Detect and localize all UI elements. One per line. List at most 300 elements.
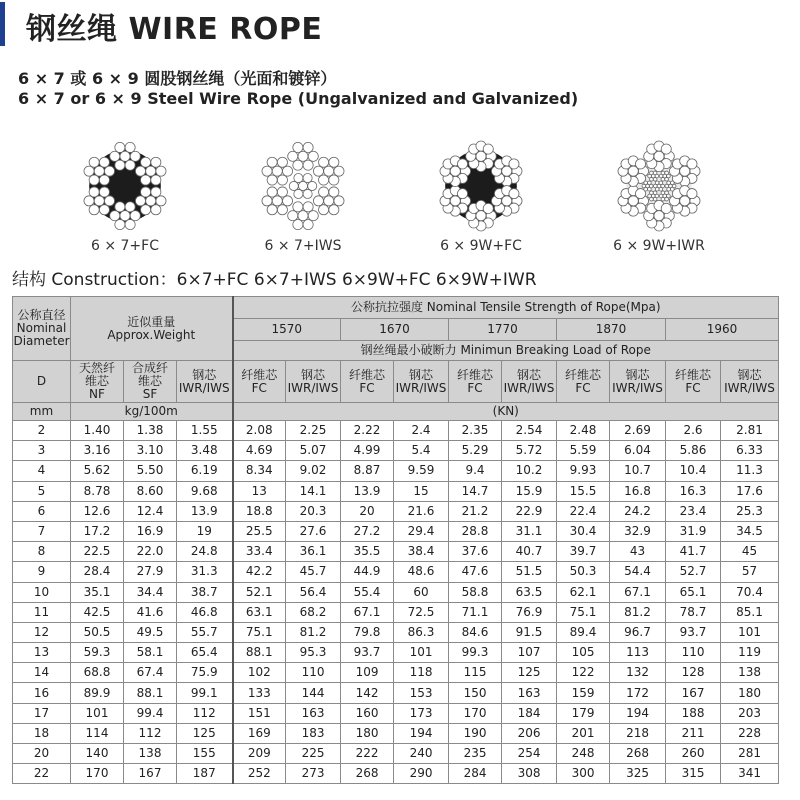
value-cell: 170: [449, 703, 502, 723]
value-cell: 101: [71, 703, 124, 723]
value-cell: 49.5: [124, 622, 177, 642]
value-cell: 21.2: [449, 501, 502, 521]
value-cell: 5.72: [502, 441, 557, 461]
value-cell: 29.4: [394, 521, 449, 541]
value-cell: 133: [233, 683, 286, 703]
header-steel-core-cn: 钢芯: [625, 367, 650, 382]
header-fc: [233, 361, 286, 403]
header-d: D: [13, 361, 71, 403]
header-steel: [394, 361, 449, 403]
value-cell: 22.9: [502, 501, 557, 521]
header-fc-cn: 纤维芯: [349, 367, 386, 382]
figure-label: 6 × 9W+IWR: [613, 238, 705, 254]
value-cell: 96.7: [610, 622, 666, 642]
value-cell: 13: [233, 481, 286, 501]
value-cell: 105: [557, 643, 610, 663]
value-cell: 38.4: [394, 542, 449, 562]
header-fc-cn: 纤维芯: [241, 367, 278, 382]
value-cell: 58.8: [449, 582, 502, 602]
diameter-cell: 11: [13, 602, 71, 622]
value-cell: 42.5: [71, 602, 124, 622]
value-cell: 180: [721, 683, 779, 703]
value-cell: 180: [341, 723, 394, 743]
value-cell: 138: [124, 744, 177, 764]
spec-table-body: [13, 421, 779, 784]
header-fc-cn: 纤维芯: [675, 367, 712, 382]
value-cell: 183: [286, 723, 341, 743]
table-row: [13, 501, 779, 521]
value-cell: 4.99: [341, 441, 394, 461]
value-cell: 75.9: [177, 663, 233, 683]
header-steel: [502, 361, 557, 403]
header-breaking-load: 钢丝绳最小破断力 Minimun Breaking Load of Rope: [233, 341, 779, 361]
value-cell: 188: [666, 703, 721, 723]
value-cell: 50.3: [557, 562, 610, 582]
value-cell: 6.19: [177, 461, 233, 481]
header-fc-cn: 纤维芯: [457, 367, 494, 382]
value-cell: 14.1: [286, 481, 341, 501]
value-cell: 201: [557, 723, 610, 743]
header-fc-en: FC: [251, 380, 267, 395]
value-cell: 35.1: [71, 582, 124, 602]
value-cell: 65.1: [666, 582, 721, 602]
value-cell: 12.6: [71, 501, 124, 521]
value-cell: 2.22: [341, 421, 394, 441]
table-row: [13, 421, 779, 441]
value-cell: 36.1: [286, 542, 341, 562]
subtitle-english: 6 × 7 or 6 × 9 Steel Wire Rope (Ungalvanized and Galvanized): [18, 89, 579, 108]
value-cell: 138: [721, 663, 779, 683]
value-cell: 68.8: [71, 663, 124, 683]
value-cell: 19: [177, 521, 233, 541]
value-cell: 37.6: [449, 542, 502, 562]
cross-section-figures: [60, 138, 740, 258]
header-sf-en: SF: [142, 387, 158, 401]
value-cell: 290: [394, 764, 449, 784]
header-tensile-strength: 公称抗拉强度 Nominal Tensile Strength of Rope(Mpa): [233, 297, 779, 319]
value-cell: 235: [449, 744, 502, 764]
table-row: [13, 723, 779, 743]
value-cell: 8.60: [124, 481, 177, 501]
diameter-cell: 16: [13, 683, 71, 703]
value-cell: 40.7: [502, 542, 557, 562]
value-cell: 115: [449, 663, 502, 683]
value-cell: 22.4: [557, 501, 610, 521]
diameter-cell: 10: [13, 582, 71, 602]
value-cell: 300: [557, 764, 610, 784]
value-cell: 25.5: [233, 521, 286, 541]
value-cell: 268: [610, 744, 666, 764]
value-cell: 203: [721, 703, 779, 723]
header-steel-core-cn: 钢芯: [301, 367, 326, 382]
value-cell: 5.62: [71, 461, 124, 481]
value-cell: 125: [177, 723, 233, 743]
diameter-cell: 4: [13, 461, 71, 481]
value-cell: 144: [286, 683, 341, 703]
value-cell: 18.8: [233, 501, 286, 521]
value-cell: 99.3: [449, 643, 502, 663]
value-cell: 16.3: [666, 481, 721, 501]
value-cell: 2.4: [394, 421, 449, 441]
diameter-cell: 5: [13, 481, 71, 501]
value-cell: 194: [610, 703, 666, 723]
value-cell: 190: [449, 723, 502, 743]
value-cell: 194: [394, 723, 449, 743]
value-cell: 1.40: [71, 421, 124, 441]
value-cell: 33.4: [233, 542, 286, 562]
value-cell: 211: [666, 723, 721, 743]
header-weight-steel: [177, 361, 233, 403]
value-cell: 6.33: [721, 441, 779, 461]
value-cell: 23.4: [666, 501, 721, 521]
value-cell: 167: [124, 764, 177, 784]
table-row: [13, 461, 779, 481]
value-cell: 46.8: [177, 602, 233, 622]
value-cell: 41.6: [124, 602, 177, 622]
figure-label: 6 × 7+FC: [90, 238, 159, 254]
header-sf-cn: 合成纤维芯: [132, 361, 169, 388]
header-steel-core-cn: 钢芯: [737, 367, 762, 382]
value-cell: 35.5: [341, 542, 394, 562]
value-cell: 1.38: [124, 421, 177, 441]
value-cell: 102: [233, 663, 286, 683]
rope-cross-section-icon: [255, 138, 351, 234]
value-cell: 31.1: [502, 521, 557, 541]
value-cell: 325: [610, 764, 666, 784]
value-cell: 14.7: [449, 481, 502, 501]
table-row: [13, 683, 779, 703]
header-steel-cn: 钢芯: [192, 367, 217, 382]
value-cell: 75.1: [557, 602, 610, 622]
header-steel-core-en: IWR/IWS: [395, 380, 447, 395]
value-cell: 24.8: [177, 542, 233, 562]
grade-1670: 1670: [341, 319, 449, 341]
header-steel-core-en: IWR/IWS: [612, 380, 663, 395]
table-row: [13, 542, 779, 562]
value-cell: 20: [341, 501, 394, 521]
value-cell: 254: [502, 744, 557, 764]
spec-table: [12, 296, 779, 784]
value-cell: 16.9: [124, 521, 177, 541]
value-cell: 65.4: [177, 643, 233, 663]
value-cell: 31.3: [177, 562, 233, 582]
value-cell: 151: [233, 703, 286, 723]
value-cell: 31.9: [666, 521, 721, 541]
value-cell: 142: [341, 683, 394, 703]
header-nf-cn: 天然纤维芯: [79, 361, 116, 388]
table-row: [13, 521, 779, 541]
value-cell: 281: [721, 744, 779, 764]
value-cell: 153: [394, 683, 449, 703]
value-cell: 63.5: [502, 582, 557, 602]
value-cell: 39.7: [557, 542, 610, 562]
value-cell: 9.59: [394, 461, 449, 481]
value-cell: 34.5: [721, 521, 779, 541]
value-cell: 27.9: [124, 562, 177, 582]
value-cell: 22.5: [71, 542, 124, 562]
value-cell: 32.9: [610, 521, 666, 541]
value-cell: 5.07: [286, 441, 341, 461]
value-cell: 10.4: [666, 461, 721, 481]
table-row: [13, 703, 779, 723]
header-weight: [71, 297, 233, 361]
header-fc-en: FC: [359, 380, 375, 395]
value-cell: 6.04: [610, 441, 666, 461]
diameter-cell: 3: [13, 441, 71, 461]
value-cell: 209: [233, 744, 286, 764]
value-cell: 228: [721, 723, 779, 743]
value-cell: 218: [610, 723, 666, 743]
value-cell: 13.9: [341, 481, 394, 501]
value-cell: 260: [666, 744, 721, 764]
rope-cross-section-icon: [77, 138, 173, 234]
value-cell: 8.34: [233, 461, 286, 481]
value-cell: 17.2: [71, 521, 124, 541]
diameter-cell: 18: [13, 723, 71, 743]
value-cell: 155: [177, 744, 233, 764]
value-cell: 119: [721, 643, 779, 663]
unit-weight: kg/100m: [71, 403, 233, 421]
value-cell: 67.1: [610, 582, 666, 602]
value-cell: 28.8: [449, 521, 502, 541]
value-cell: 128: [666, 663, 721, 683]
value-cell: 89.4: [557, 622, 610, 642]
unit-kn: (KN): [233, 403, 779, 421]
value-cell: 184: [502, 703, 557, 723]
value-cell: 284: [449, 764, 502, 784]
value-cell: 110: [666, 643, 721, 663]
value-cell: 150: [449, 683, 502, 703]
value-cell: 43: [610, 542, 666, 562]
value-cell: 38.7: [177, 582, 233, 602]
table-row: [13, 602, 779, 622]
figure-label: 6 × 9W+FC: [440, 238, 522, 254]
header-steel-core-cn: 钢芯: [409, 367, 434, 382]
value-cell: 44.9: [341, 562, 394, 582]
subtitle-chinese: 6 × 7 或 6 × 9 圆股钢丝绳（光面和镀锌）: [18, 69, 337, 88]
value-cell: 3.16: [71, 441, 124, 461]
value-cell: 101: [721, 622, 779, 642]
grade-1870: 1870: [557, 319, 666, 341]
value-cell: 170: [71, 764, 124, 784]
table-row: [13, 663, 779, 683]
value-cell: 67.1: [341, 602, 394, 622]
value-cell: 2.35: [449, 421, 502, 441]
value-cell: 15: [394, 481, 449, 501]
header-steel-core-en: IWR/IWS: [287, 380, 339, 395]
value-cell: 60: [394, 582, 449, 602]
title-bar: [0, 0, 800, 50]
diameter-cell: 22: [13, 764, 71, 784]
value-cell: 41.7: [666, 542, 721, 562]
header-fc: [341, 361, 394, 403]
value-cell: 2.54: [502, 421, 557, 441]
value-cell: 45.7: [286, 562, 341, 582]
value-cell: 21.6: [394, 501, 449, 521]
diameter-cell: 20: [13, 744, 71, 764]
diameter-cell: 6: [13, 501, 71, 521]
grade-1960: 1960: [666, 319, 779, 341]
value-cell: 89.9: [71, 683, 124, 703]
value-cell: 187: [177, 764, 233, 784]
value-cell: 2.08: [233, 421, 286, 441]
value-cell: 107: [502, 643, 557, 663]
value-cell: 172: [610, 683, 666, 703]
header-fc-cn: 纤维芯: [565, 367, 602, 382]
value-cell: 20.3: [286, 501, 341, 521]
value-cell: 8.87: [341, 461, 394, 481]
value-cell: 16.8: [610, 481, 666, 501]
value-cell: 22.0: [124, 542, 177, 562]
value-cell: 240: [394, 744, 449, 764]
diameter-cell: 13: [13, 643, 71, 663]
value-cell: 62.1: [557, 582, 610, 602]
header-nf-en: NF: [89, 387, 105, 401]
diameter-cell: 12: [13, 622, 71, 642]
value-cell: 2.69: [610, 421, 666, 441]
value-cell: 2.25: [286, 421, 341, 441]
header-diameter: [13, 297, 71, 361]
value-cell: 71.1: [449, 602, 502, 622]
rope-cross-section-icon: [611, 138, 707, 234]
value-cell: 11.3: [721, 461, 779, 481]
header-diameter-en1: Nominal: [16, 321, 67, 335]
header-fc: [449, 361, 502, 403]
value-cell: 9.02: [286, 461, 341, 481]
table-row: [13, 744, 779, 764]
value-cell: 160: [341, 703, 394, 723]
value-cell: 3.48: [177, 441, 233, 461]
table-row: [13, 622, 779, 642]
value-cell: 273: [286, 764, 341, 784]
value-cell: 206: [502, 723, 557, 743]
value-cell: 2.48: [557, 421, 610, 441]
value-cell: 125: [502, 663, 557, 683]
value-cell: 58.1: [124, 643, 177, 663]
value-cell: 222: [341, 744, 394, 764]
header-weight-nf: [71, 361, 124, 403]
value-cell: 75.1: [233, 622, 286, 642]
value-cell: 57: [721, 562, 779, 582]
unit-mm: mm: [13, 403, 71, 421]
value-cell: 79.8: [341, 622, 394, 642]
value-cell: 91.5: [502, 622, 557, 642]
value-cell: 118: [394, 663, 449, 683]
diameter-cell: 17: [13, 703, 71, 723]
value-cell: 67.4: [124, 663, 177, 683]
value-cell: 56.4: [286, 582, 341, 602]
value-cell: 30.4: [557, 521, 610, 541]
value-cell: 59.3: [71, 643, 124, 663]
value-cell: 2.81: [721, 421, 779, 441]
figure-label: 6 × 7+IWS: [264, 238, 342, 254]
value-cell: 5.59: [557, 441, 610, 461]
value-cell: 163: [286, 703, 341, 723]
header-steel-en: IWR/IWS: [178, 380, 230, 395]
value-cell: 132: [610, 663, 666, 683]
value-cell: 225: [286, 744, 341, 764]
value-cell: 9.4: [449, 461, 502, 481]
value-cell: 25.3: [721, 501, 779, 521]
header-steel-core-cn: 钢芯: [517, 367, 542, 382]
value-cell: 88.1: [233, 643, 286, 663]
header-weight-cn: 近似重量: [127, 314, 176, 329]
header-fc: [557, 361, 610, 403]
value-cell: 3.10: [124, 441, 177, 461]
diameter-cell: 9: [13, 562, 71, 582]
header-fc: [666, 361, 721, 403]
table-row: [13, 481, 779, 501]
value-cell: 15.9: [502, 481, 557, 501]
value-cell: 42.2: [233, 562, 286, 582]
value-cell: 12.4: [124, 501, 177, 521]
diameter-cell: 14: [13, 663, 71, 683]
figure-6x7-fc: [60, 138, 190, 254]
value-cell: 169: [233, 723, 286, 743]
value-cell: 55.7: [177, 622, 233, 642]
value-cell: 10.7: [610, 461, 666, 481]
value-cell: 76.9: [502, 602, 557, 622]
value-cell: 1.55: [177, 421, 233, 441]
value-cell: 341: [721, 764, 779, 784]
header-fc-en: FC: [685, 380, 701, 395]
value-cell: 9.68: [177, 481, 233, 501]
value-cell: 24.2: [610, 501, 666, 521]
header-steel-core-en: IWR/IWS: [503, 380, 555, 395]
header-steel: [286, 361, 341, 403]
value-cell: 5.86: [666, 441, 721, 461]
table-row: [13, 764, 779, 784]
header-diameter-en2: Diameter: [13, 334, 70, 348]
header-weight-sf: [124, 361, 177, 403]
value-cell: 55.4: [341, 582, 394, 602]
value-cell: 5.29: [449, 441, 502, 461]
header-steel: [610, 361, 666, 403]
value-cell: 308: [502, 764, 557, 784]
value-cell: 99.1: [177, 683, 233, 703]
value-cell: 28.4: [71, 562, 124, 582]
value-cell: 50.5: [71, 622, 124, 642]
rope-cross-section-icon: [433, 138, 529, 234]
value-cell: 112: [177, 703, 233, 723]
value-cell: 85.1: [721, 602, 779, 622]
value-cell: 15.5: [557, 481, 610, 501]
value-cell: 163: [502, 683, 557, 703]
value-cell: 95.3: [286, 643, 341, 663]
value-cell: 122: [557, 663, 610, 683]
value-cell: 5.4: [394, 441, 449, 461]
value-cell: 72.5: [394, 602, 449, 622]
diameter-cell: 2: [13, 421, 71, 441]
header-diameter-cn: 公称直径: [17, 308, 66, 322]
value-cell: 13.9: [177, 501, 233, 521]
value-cell: 140: [71, 744, 124, 764]
value-cell: 34.4: [124, 582, 177, 602]
value-cell: 78.7: [666, 602, 721, 622]
value-cell: 88.1: [124, 683, 177, 703]
table-row: [13, 562, 779, 582]
table-row: [13, 441, 779, 461]
value-cell: 81.2: [286, 622, 341, 642]
value-cell: 48.6: [394, 562, 449, 582]
value-cell: 179: [557, 703, 610, 723]
value-cell: 86.3: [394, 622, 449, 642]
value-cell: 101: [394, 643, 449, 663]
figure-6x9w-fc: [416, 138, 546, 254]
value-cell: 47.6: [449, 562, 502, 582]
diameter-cell: 8: [13, 542, 71, 562]
value-cell: 2.6: [666, 421, 721, 441]
